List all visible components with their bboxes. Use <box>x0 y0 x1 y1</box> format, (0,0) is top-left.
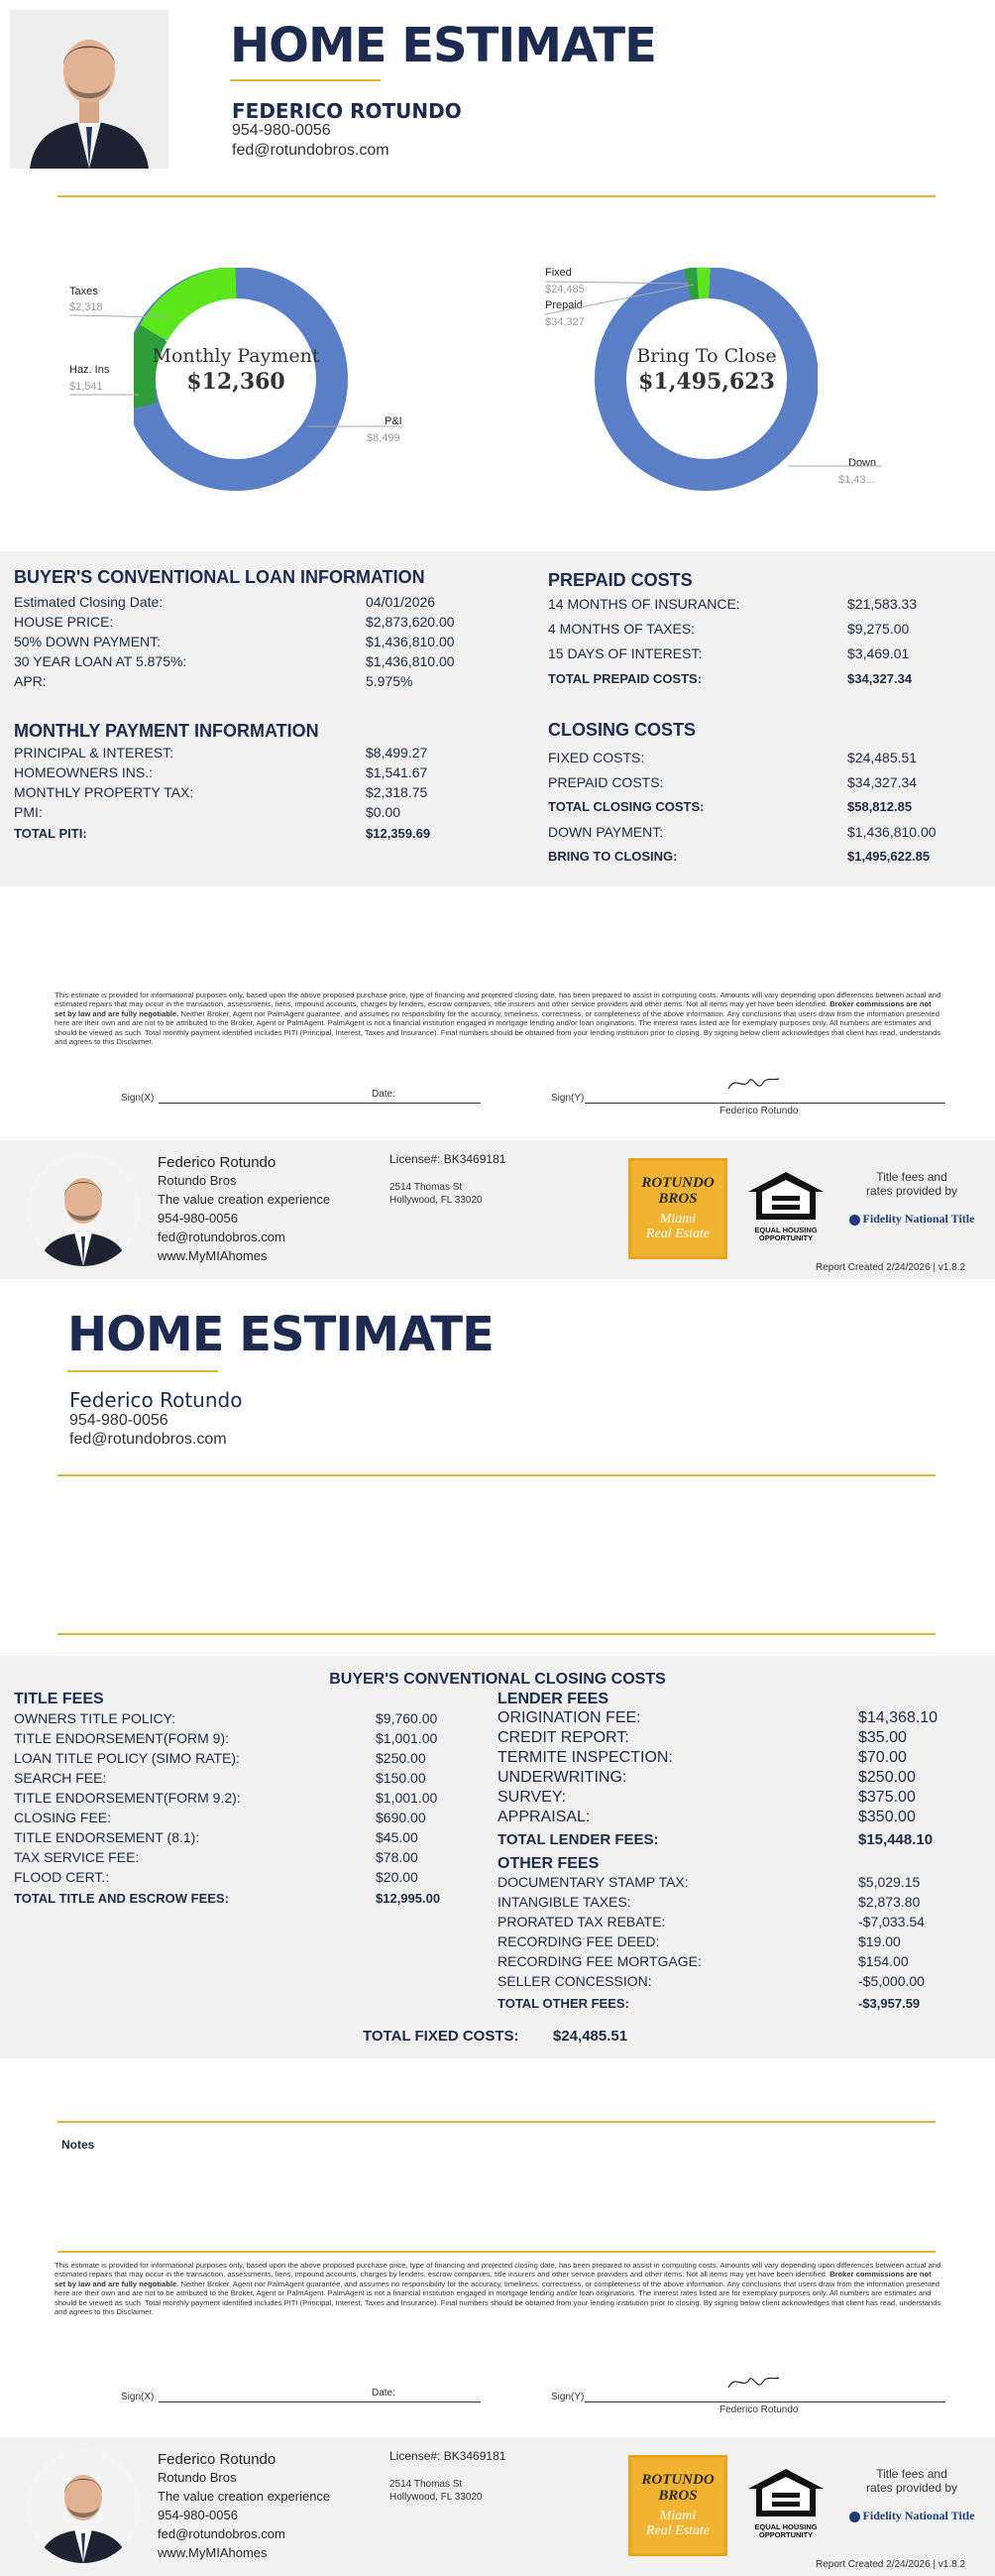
legend-value-down: $1,43... <box>838 474 875 486</box>
sign-y-line[interactable] <box>585 1103 945 1104</box>
sign-x-line-2[interactable] <box>159 2401 481 2402</box>
page2-title: HOME ESTIMATE <box>67 1307 494 1362</box>
sign-x-label-2: Sign(X) <box>121 2392 155 2402</box>
house-icon <box>744 2467 828 2518</box>
other-fee-row-value: -$7,033.54 <box>858 1914 925 1930</box>
signature-scribble-icon <box>723 1071 783 1096</box>
lender-fee-row-value: $375.00 <box>858 1789 916 1806</box>
other-fees-heading: OTHER FEES <box>498 1855 600 1872</box>
sign-x-label: Sign(X) <box>121 1093 155 1104</box>
footer-email-2[interactable]: fed@rotundobros.com <box>158 2526 285 2541</box>
sign-y-label: Sign(Y) <box>551 1093 585 1104</box>
legend-value-prepaid: $34,327 <box>545 316 585 328</box>
loan-row-value: 04/01/2026 <box>366 594 436 610</box>
page2-agent-email[interactable]: fed@rotundobros.com <box>69 1431 227 1448</box>
other-fees-total-value: -$3,957.59 <box>858 1996 921 2011</box>
footer-company-1: Rotundo Bros <box>158 1173 237 1188</box>
sign-y-line-2[interactable] <box>585 2401 945 2402</box>
monthly-row-value: $2,318.75 <box>366 784 428 800</box>
legend-label-prepaid: Prepaid <box>545 299 583 311</box>
chart2-center-value: $1,495,623 <box>638 369 775 395</box>
chart2-center-label: Bring To Close <box>636 345 777 367</box>
closing-row-label: BRING TO CLOSING: <box>548 849 678 864</box>
monthly-row-value: $1,541.67 <box>366 764 428 780</box>
prepaid-total-label: TOTAL PREPAID COSTS: <box>548 671 703 686</box>
monthly-row-label: PMI: <box>14 804 43 820</box>
closing-row-value: $1,495,622.85 <box>847 849 931 864</box>
closing-row-value: $34,327.34 <box>847 774 918 790</box>
signer-name-2: Federico Rotundo <box>719 2404 799 2415</box>
house-icon <box>744 1170 828 1222</box>
page2-agent-name: Federico Rotundo <box>69 1388 243 1412</box>
report-created-1: Report Created 2/24/2026 | v1.8.2 <box>816 1262 966 1273</box>
lender-fee-row-value: $250.00 <box>858 1769 916 1786</box>
footer-company-2: Rotundo Bros <box>158 2470 237 2485</box>
other-fee-row-label: DOCUMENTARY STAMP TAX: <box>498 1874 689 1890</box>
title-fee-row-value: $78.00 <box>376 1849 418 1865</box>
legend-value-taxes: $2,318 <box>69 301 103 313</box>
page2-divider-1 <box>57 1474 936 1476</box>
page2-title-underline <box>67 1370 218 1372</box>
title-fee-row-value: $20.00 <box>376 1869 418 1885</box>
closing-costs-heading: BUYER'S CONVENTIONAL CLOSING COSTS <box>329 1671 666 1688</box>
title-fee-row-value: $9,760.00 <box>376 1710 438 1726</box>
footer-address2-2: Hollywood, FL 33020 <box>389 2492 483 2503</box>
footer-address1-1: 2514 Thomas St <box>389 1182 463 1193</box>
rotundo-bros-logo-1: ROTUNDO BROS Miami Real Estate <box>628 1158 727 1259</box>
legend-label-down: Down <box>848 457 877 469</box>
footer-phone-1: 954-980-0056 <box>158 1211 238 1226</box>
legend-value-hazins: $1,541 <box>69 381 103 393</box>
prepaid-row-label: 14 MONTHS OF INSURANCE: <box>548 596 740 612</box>
closing-row-value: $1,436,810.00 <box>847 824 937 840</box>
disclaimer: This estimate is provided for informational purposes only, based upon the above proposed purchase price, type of financing and projected closing date, has been prepared to assist in computing costs. Amounts will vary depending upon differences between actual and estimated repairs that may occur in the transaction, assessments, liens, impound accounts, charges by lenders, escrow companies, title insurers and other service providers and other items. Not all items may yet have been identified. Broker commissions are not set by law and are fully negotiable. Neither Broker, Agent nor PalmAgent guarantee, and assumes no responsibility for the accuracy, timeliness, correctness, or completeness of the above information. Any conclusions that users draw from the information presented here are their own and are not to be attributed to the Broker, Agent or PalmAgent. PalmAgent is not a financial institution engaged in mortgage lending and/or loan originations. The interest rates listed are for exemplary purposes only. All numbers are estimates and should be viewed as such. Total monthly payment identified includes PITI (Principal, Interest, Taxes and Insurance). Final numbers should be obtained from your lending institution prior to closing. By signing below client acknowledges that client has read, understands and agrees to this Disclaimer. <box>55 991 941 1047</box>
agent-photo <box>10 10 168 169</box>
footer-website-1[interactable]: www.MyMIAhomes <box>158 1248 268 1263</box>
sign-y-label-2: Sign(Y) <box>551 2392 585 2402</box>
lender-fee-row-value: $35.00 <box>858 1729 907 1746</box>
prepaid-row-label: 15 DAYS OF INTEREST: <box>548 645 703 661</box>
footer-license-2: License#: BK3469181 <box>389 2449 506 2463</box>
prepaid-heading: PREPAID COSTS <box>548 570 693 590</box>
notes-divider-top <box>57 2121 936 2123</box>
loan-row-label: HOUSE PRICE: <box>14 614 114 630</box>
title-fee-row-label: SEARCH FEE: <box>14 1770 107 1786</box>
loan-row-label: Estimated Closing Date: <box>14 594 164 610</box>
lender-fee-row-label: TERMITE INSPECTION: <box>498 1749 673 1766</box>
monthly-row-label: MONTHLY PROPERTY TAX: <box>14 784 194 800</box>
title-fees-heading: TITLE FEES <box>14 1691 104 1707</box>
monthly-info-heading: MONTHLY PAYMENT INFORMATION <box>14 721 319 741</box>
lender-fee-row-value: $70.00 <box>858 1749 907 1766</box>
footer-license-1: License#: BK3469181 <box>389 1152 506 1166</box>
title-fee-row-value: $1,001.00 <box>376 1730 438 1746</box>
closing-row-value: $58,812.85 <box>847 799 913 814</box>
monthly-row-value: $0.00 <box>366 804 401 820</box>
other-fee-row-label: RECORDING FEE DEED: <box>498 1933 660 1949</box>
title-fees-credit-2: Title fees and rates provided by Fidelity National Title <box>842 2467 981 2523</box>
title-fee-row-label: CLOSING FEE: <box>14 1810 112 1825</box>
title-fees-total-value: $12,995.00 <box>376 1891 441 1906</box>
footer-tagline-1: The value creation experience <box>158 1192 331 1207</box>
legend-leaders-2 <box>540 268 887 476</box>
title-fee-row-label: TAX SERVICE FEE: <box>14 1849 140 1865</box>
date-label: Date: <box>372 1089 395 1100</box>
title-fee-row-label: FLOOD CERT.: <box>14 1869 110 1885</box>
title-underline <box>230 79 381 81</box>
footer-tagline-2: The value creation experience <box>158 2489 331 2504</box>
loan-row-label: 50% DOWN PAYMENT: <box>14 634 162 649</box>
title-fees-credit-1: Title fees and rates provided by Fidelity National Title <box>842 1170 981 1227</box>
title-fee-row-value: $690.00 <box>376 1810 426 1825</box>
other-fee-row-label: RECORDING FEE MORTGAGE: <box>498 1953 702 1969</box>
rotundo-bros-logo-2: ROTUNDO BROS Miami Real Estate <box>628 2455 727 2556</box>
lender-fee-row-label: SURVEY: <box>498 1789 567 1806</box>
legend-label-fixed: Fixed <box>545 267 572 279</box>
other-fee-row-value: $2,873.80 <box>858 1894 921 1910</box>
closing-row-label: FIXED COSTS: <box>548 750 645 765</box>
other-fee-row-value: -$5,000.00 <box>858 1973 925 1989</box>
loan-row-value: $2,873,620.00 <box>366 614 455 630</box>
title-fee-row-value: $45.00 <box>376 1829 418 1845</box>
title-fee-row-value: $250.00 <box>376 1750 426 1766</box>
date-label-2: Date: <box>372 2388 395 2399</box>
lender-fee-row-label: UNDERWRITING: <box>498 1769 627 1786</box>
loan-row-value: $1,436,810.00 <box>366 653 455 669</box>
closing-row-label: PREPAID COSTS: <box>548 774 664 790</box>
legend-value-pi: $8,499 <box>367 432 400 444</box>
equal-housing-logo-1: EQUAL HOUSING OPPORTUNITY <box>741 1170 830 1242</box>
title-fee-row-label: TITLE ENDORSEMENT(FORM 9): <box>14 1730 230 1746</box>
lender-fees-total-value: $15,448.10 <box>858 1831 934 1848</box>
title-fees-total-label: TOTAL TITLE AND ESCROW FEES: <box>14 1891 229 1906</box>
page2-agent-phone: 954-980-0056 <box>69 1412 168 1429</box>
prepaid-row-value: $9,275.00 <box>847 621 910 637</box>
legend-label-taxes: Taxes <box>69 286 98 297</box>
footer-avatar-2 <box>27 2450 140 2563</box>
title-fee-row-label: TITLE ENDORSEMENT(FORM 9.2): <box>14 1790 241 1806</box>
monthly-total-value: $12,359.69 <box>366 826 431 841</box>
chart1-center-label: Monthly Payment <box>152 345 320 367</box>
monthly-row-label: HOMEOWNERS INS.: <box>14 764 154 780</box>
footer-address2-1: Hollywood, FL 33020 <box>389 1195 483 1206</box>
prepaid-row-value: $3,469.01 <box>847 645 910 661</box>
other-fee-row-label: INTANGIBLE TAXES: <box>498 1894 631 1910</box>
lender-fee-row-value: $350.00 <box>858 1809 916 1825</box>
disclaimer-2: This estimate is provided for informational purposes only, based upon the above proposed purchase price, type of financing and projected closing date, has been prepared to assist in computing costs. Amounts will vary depending upon differences between actual and estimated repairs that may occur in the transaction, assessments, liens, impound accounts, charges by lenders, escrow companies, title insurers and other service providers and other items. Not all items may yet have been identified. Broker commissions are not set by law and are fully negotiable. Neither Broker, Agent nor PalmAgent guarantee, and assumes no responsibility for the accuracy, timeliness, correctness, or completeness of the above information. Any conclusions that users draw from the information presented here are their own and are not to be attributed to the Broker, Agent or PalmAgent. PalmAgent is not a financial institution engaged in mortgage lending and/or loan originations. The interest rates listed are for exemplary purposes only. All numbers are estimates and should be viewed as such. Total monthly payment identified includes PITI (Principal, Interest, Taxes and Insurance). Final numbers should be obtained from your lending institution prior to closing. By signing below client acknowledges that client has read, understands and agrees to this Disclaimer. <box>55 2261 941 2317</box>
footer-email-1[interactable]: fed@rotundobros.com <box>158 1229 285 1244</box>
loan-row-value: 5.975% <box>366 673 413 689</box>
loan-row-value: $1,436,810.00 <box>366 634 455 649</box>
footer-phone-2: 954-980-0056 <box>158 2508 238 2522</box>
lender-fee-row-label: APPRAISAL: <box>498 1809 591 1825</box>
loan-row-label: APR: <box>14 673 47 689</box>
closing-heading: CLOSING COSTS <box>548 720 697 740</box>
other-fee-row-value: $154.00 <box>858 1953 909 1969</box>
monthly-row-value: $8,499.27 <box>366 745 428 761</box>
lender-fee-row-value: $14,368.10 <box>858 1709 939 1726</box>
chart1-center-value: $12,360 <box>186 369 285 395</box>
legend-value-fixed: $24,485 <box>545 284 585 295</box>
monthly-row-label: PRINCIPAL & INTEREST: <box>14 745 174 761</box>
other-fee-row-value: $5,029.15 <box>858 1874 921 1890</box>
title-fee-row-label: TITLE ENDORSEMENT (8.1): <box>14 1829 200 1845</box>
loan-row-label: 30 YEAR LOAN AT 5.875%: <box>14 653 187 669</box>
equal-housing-logo-2: EQUAL HOUSING OPPORTUNITY <box>741 2467 830 2539</box>
closing-row-value: $24,485.51 <box>847 750 918 765</box>
lender-fees-heading: LENDER FEES <box>498 1691 609 1707</box>
agent-name: FEDERICO ROTUNDO <box>232 99 462 123</box>
other-fee-row-label: PRORATED TAX REBATE: <box>498 1914 666 1930</box>
sign-x-line[interactable] <box>159 1103 481 1104</box>
page-title: HOME ESTIMATE <box>230 18 656 73</box>
notes-label: Notes <box>61 2138 95 2152</box>
footer-website-2[interactable]: www.MyMIAhomes <box>158 2545 268 2560</box>
prepaid-total-value: $34,327.34 <box>847 671 913 686</box>
other-fee-row-value: $19.00 <box>858 1933 901 1949</box>
footer-address1-2: 2514 Thomas St <box>389 2479 463 2490</box>
title-fee-row-value: $150.00 <box>376 1770 426 1786</box>
prepaid-row-label: 4 MONTHS OF TAXES: <box>548 621 696 637</box>
divider <box>57 195 936 197</box>
notes-divider-bottom <box>57 2251 936 2253</box>
closing-row-label: TOTAL CLOSING COSTS: <box>548 799 705 814</box>
other-fees-total-label: TOTAL OTHER FEES: <box>498 1996 629 2011</box>
prepaid-row-value: $21,583.33 <box>847 596 918 612</box>
footer-name-1: Federico Rotundo <box>158 1154 276 1171</box>
legend-label-hazins: Haz. Ins <box>69 364 110 376</box>
title-fee-row-label: LOAN TITLE POLICY (SIMO RATE): <box>14 1750 240 1766</box>
title-fee-row-label: OWNERS TITLE POLICY: <box>14 1710 176 1726</box>
loan-info-heading: BUYER'S CONVENTIONAL LOAN INFORMATION <box>14 567 425 587</box>
report-created-2: Report Created 2/24/2026 | v1.8.2 <box>816 2559 966 2570</box>
agent-email[interactable]: fed@rotundobros.com <box>232 142 389 159</box>
signer-name: Federico Rotundo <box>719 1106 799 1116</box>
other-fee-row-label: SELLER CONCESSION: <box>498 1973 652 1989</box>
monthly-total-label: TOTAL PITI: <box>14 826 87 841</box>
footer-name-2: Federico Rotundo <box>158 2451 276 2468</box>
total-fixed-label: TOTAL FIXED COSTS: <box>363 2028 519 2045</box>
legend-label-pi: P&I <box>385 415 402 427</box>
title-fee-row-value: $1,001.00 <box>376 1790 438 1806</box>
closing-row-label: DOWN PAYMENT: <box>548 824 664 840</box>
agent-phone: 954-980-0056 <box>232 122 331 139</box>
footer-avatar-1 <box>27 1153 140 1266</box>
signature-scribble-icon-2 <box>723 2370 783 2395</box>
legend-leaders-1 <box>59 278 406 446</box>
lender-fee-row-label: ORIGINATION FEE: <box>498 1709 641 1726</box>
total-fixed-value: $24,485.51 <box>553 2028 628 2045</box>
lender-fees-total-label: TOTAL LENDER FEES: <box>498 1831 659 1848</box>
lender-fee-row-label: CREDIT REPORT: <box>498 1729 629 1746</box>
page2-divider-2 <box>57 1633 936 1635</box>
